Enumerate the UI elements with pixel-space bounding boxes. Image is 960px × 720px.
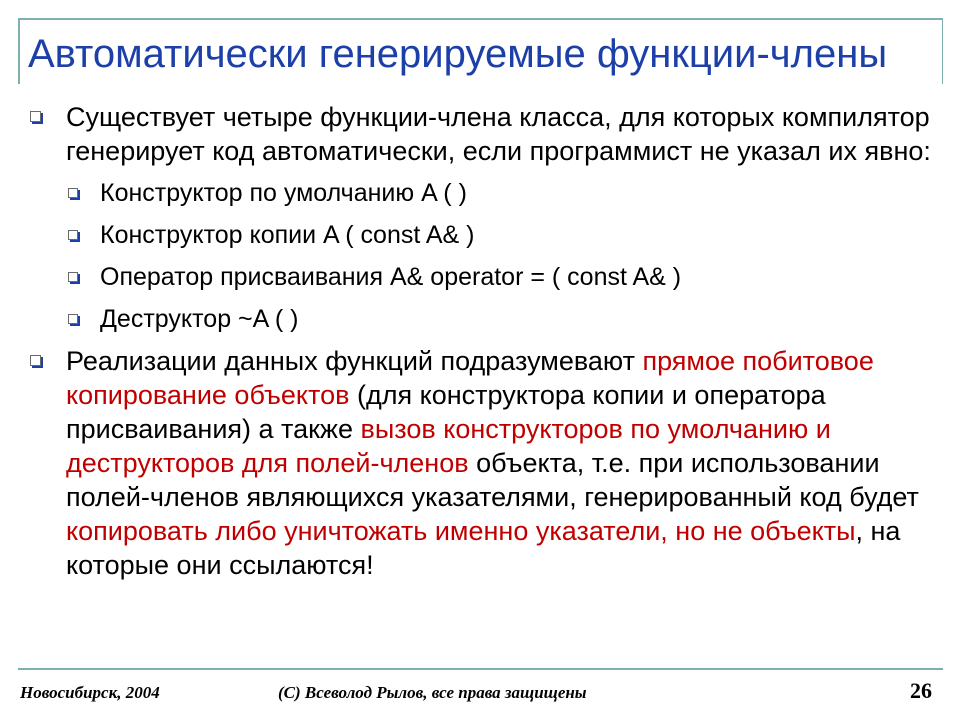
square-bullet-icon [68, 188, 78, 198]
highlight-text: вызов конструкторов по умолчанию и деструкторов для полей-членов [66, 414, 831, 478]
slide-content [28, 100, 933, 582]
footer-copyright: (С) Всеволод Рылов, все права защищены [278, 683, 587, 702]
bullet-text-part: (для конструктора копии и оператора присваивания) а также [66, 380, 826, 444]
bullet-text-part: объекта, т.е. при использовании полей-членов являющихся указателями, генерированный код будет [66, 448, 919, 512]
square-bullet-icon [30, 355, 41, 366]
sub-bullet-item [28, 176, 933, 210]
slide-title: Автоматически генерируемые функции-члены [28, 32, 888, 76]
page-number: 26 [910, 678, 932, 703]
square-bullet-icon [68, 314, 78, 324]
footer-location: Новосибирск, 2004 [20, 683, 160, 702]
highlight-text: копировать либо уничтожать именно указатели, но не объекты [66, 516, 856, 546]
highlight-text: прямое побитовое копирование объектов [66, 346, 874, 410]
bullet-item [28, 344, 933, 582]
bullet-text-part: , на которые они ссылаются! [66, 516, 901, 580]
sub-bullet-text: Конструктор по умолчанию A ( ) [100, 179, 467, 207]
sub-bullet-text: Конструктор копии A ( const A& ) [100, 221, 475, 249]
footer-divider [18, 668, 943, 670]
bullet-text: Существует четыре функции-члена класса, для которых компилятор генерирует код автоматически, если программист не указал их явно: [66, 102, 931, 166]
square-bullet-icon [30, 111, 41, 122]
bullet-text-part: Реализации данных функций подразумевают [66, 346, 643, 376]
square-bullet-icon [68, 272, 78, 282]
sub-bullet-item [28, 260, 933, 294]
square-bullet-icon [68, 230, 78, 240]
sub-bullet-text: Оператор присваивания A& operator = ( const A& ) [100, 263, 682, 291]
bullet-item [28, 100, 933, 168]
sub-bullet-text: Деструктор ~A ( ) [100, 305, 299, 333]
sub-bullet-item [28, 218, 933, 252]
sub-bullet-item [28, 302, 933, 336]
